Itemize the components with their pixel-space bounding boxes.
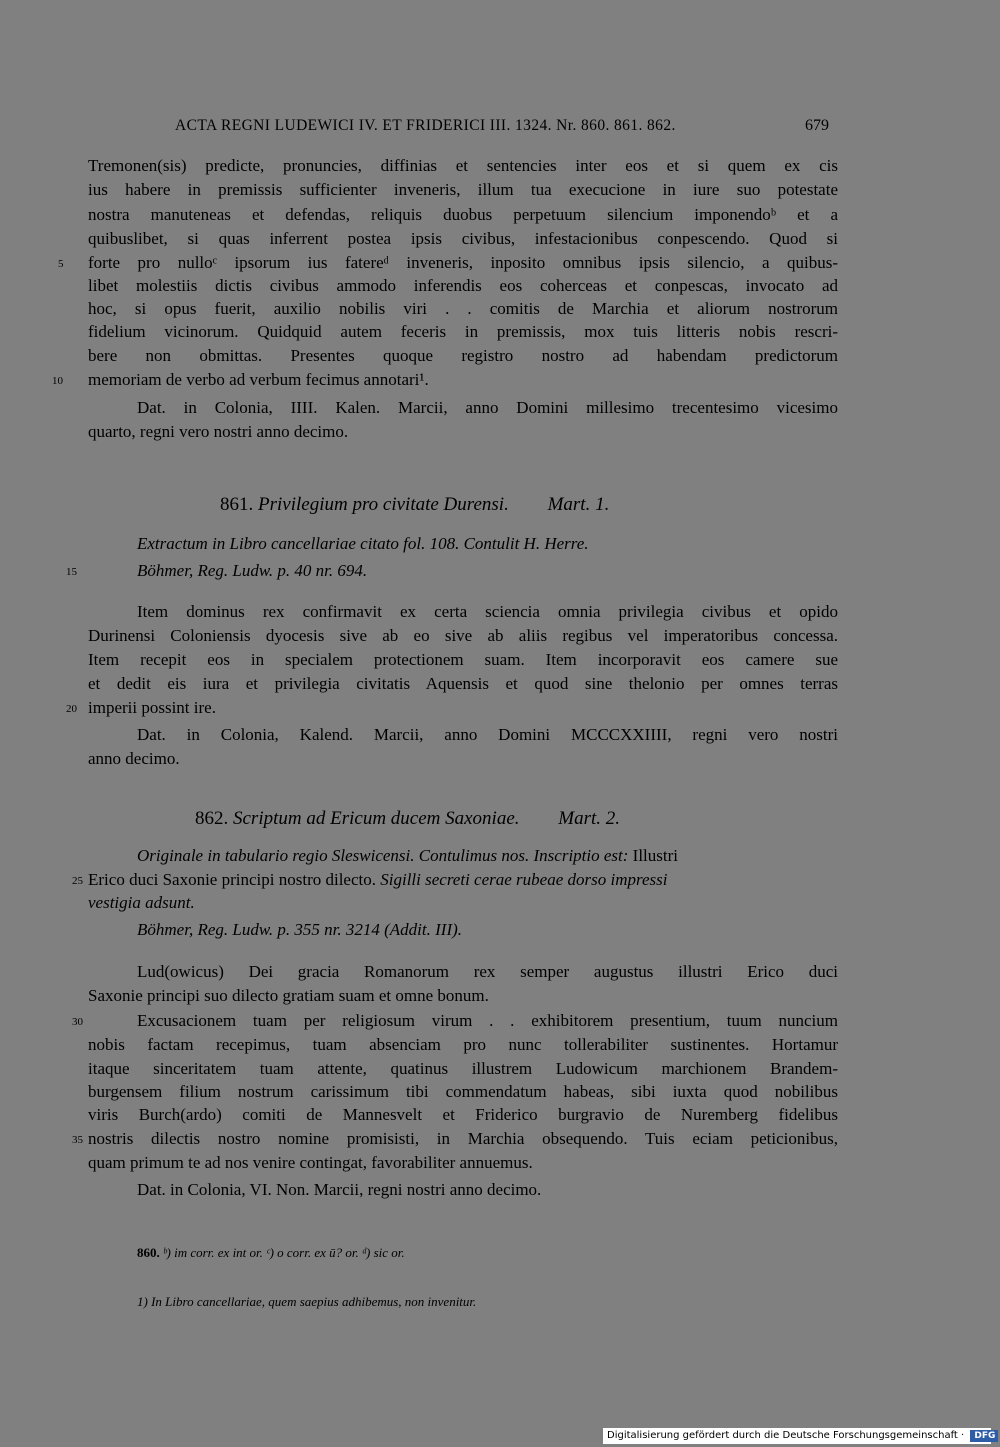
commentary-footnote: 1) In Libro cancellariae, quem saepius adhibemus, non invenitur. — [137, 1294, 477, 1309]
text-line: bere non obmittas. Presentes quoque registro nostro ad habendam predictorum — [88, 346, 838, 365]
regest-reference: Böhmer, Reg. Ludw. p. 40 nr. 694. — [137, 561, 368, 580]
line-number: 20 — [66, 703, 77, 715]
text-line: libet molestiis dictis civibus ammodo inferendis eos coherceas et conpescas, invocato ad — [88, 276, 838, 295]
text-line: quam primum te ad nos venire contingat, favorabiliter annuemus. — [88, 1153, 533, 1172]
text-line: quibuslibet, si quas inferrent postea ipsis civibus, infestacionibus conpescendo. Quod si — [88, 229, 838, 248]
page-number: 679 — [805, 117, 829, 134]
line-number: 35 — [72, 1134, 83, 1146]
apparatus-footnote: 860. ᵇ) im corr. ex int or. ᶜ) o corr. ex ū? or. ᵈ) sic or. — [137, 1245, 405, 1260]
text-line: viris Burch(ardo) comiti de Mannesvelt et Friderico burgravio de Nuremberg fidelibus — [88, 1105, 838, 1124]
text-line: Item dominus rex confirmavit ex certa sciencia omnia privilegia civibus et opido — [137, 602, 838, 621]
source-note: Originale in tabulario regio Sleswicensi. Contulimus nos. Inscriptio est: Illustri — [137, 846, 679, 865]
doc-title: Privilegium pro civitate Durensi. — [258, 494, 509, 515]
dating-clause: anno decimo. — [88, 749, 180, 768]
line-number: 30 — [72, 1016, 83, 1028]
doc-title: Scriptum ad Ericum ducem Saxoniae. — [233, 808, 520, 829]
dating-clause: Dat. in Colonia, IIII. Kalen. Marcii, anno Domini millesimo trecentesimo vicesimo — [137, 398, 838, 417]
line-number: 25 — [72, 875, 83, 887]
dating-clause: Dat. in Colonia, VI. Non. Marcii, regni nostri anno decimo. — [137, 1180, 542, 1199]
text-line: imperii possint ire. — [88, 698, 216, 717]
source-note: vestigia adsunt. — [88, 893, 195, 912]
source-note: Erico duci Saxonie principi nostro dilecto. Sigilli secreti cerae rubeae dorso impressi — [88, 870, 668, 889]
funding-footer — [603, 1428, 996, 1444]
text-line: fidelium vicinorum. Quidquid autem feceris in premissis, mox tuis litteris nobis rescri- — [88, 322, 838, 341]
source-note: Extractum in Libro cancellariae citato fol. 108. Contulit H. Herre. — [137, 534, 589, 553]
doc-number: 862. — [195, 808, 229, 829]
text-line: burgensem filium nostrum carissimum tibi commendatum habeas, sibi iuxta quod nobilibus — [88, 1082, 838, 1101]
text-line: ius habere in premissis sufficienter inveneris, illum tua execucione in iure suo potestate — [88, 180, 838, 199]
text-line: memoriam de verbo ad verbum fecimus annotari¹. — [88, 370, 429, 389]
doc-date: Mart. 2. — [558, 808, 621, 829]
intitulatio: Saxonie principi suo dilecto gratiam suam et omne bonum. — [88, 986, 489, 1005]
text-line: Excusacionem tuam per religiosum virum . . exhibitorem presentium, tuum nuncium — [137, 1011, 838, 1030]
text-line: et dedit eis iura et privilegia civitatis Aquensis et quod sine thelonio per omnes terras — [88, 674, 838, 693]
line-number: 15 — [66, 566, 77, 578]
running-title: ACTA REGNI LUDEWICI IV. ET FRIDERICI III. 1324. Nr. 860. 861. 862. — [175, 117, 676, 134]
intitulatio: Lud(owicus) Dei gracia Romanorum rex semper augustus illustri Erico duci — [137, 962, 838, 981]
text-line: Durinensi Coloniensis dyocesis sive ab eo sive ab aliis regibus vel imperatoribus concessa. — [88, 626, 838, 645]
text-line: Tremonen(sis) predicte, pronuncies, diffinias et sentencies inter eos et si quem ex cis — [88, 156, 838, 175]
text-line: nobis factam recepimus, tuam absenciam pro nunc tollerabiliter sustinentes. Hortamur — [88, 1035, 838, 1054]
doc-861-heading — [220, 494, 609, 516]
doc-date: Mart. 1. — [547, 494, 610, 515]
text-line: itaque sinceritatem tuam attente, quatinus illustrem Ludowicum marchionem Brandem- — [88, 1059, 838, 1078]
text-line: hoc, si opus fuerit, auxilio nobilis viri . . comitis de Marchia et aliorum nostrorum — [88, 299, 838, 318]
line-number: 5 — [58, 258, 64, 270]
line-number: 10 — [52, 375, 63, 387]
footer-text: Digitalisierung gefördert durch die Deutsche Forschungsgemeinschaft · — [607, 1430, 965, 1441]
dating-clause: Dat. in Colonia, Kalend. Marcii, anno Domini MCCCXXIIII, regni vero nostri — [137, 725, 838, 744]
doc-number: 861. — [220, 494, 254, 515]
text-line: forte pro nulloᶜ ipsorum ius fatereᵈ inveneris, inposito omnibus ipsis silencio, a quibus- — [88, 253, 838, 272]
dating-clause: quarto, regni vero nostri anno decimo. — [88, 422, 349, 441]
text-line: Item recepit eos in specialem protectionem suam. Item incorporavit eos camere sue — [88, 650, 838, 669]
dfg-logo: DFG — [970, 1430, 998, 1442]
text-line: nostris dilectis nostro nomine promisisti, in Marchia obsequendo. Tuis eciam peticionibus, — [88, 1129, 838, 1148]
doc-862-heading — [195, 808, 620, 830]
regest-reference: Böhmer, Reg. Ludw. p. 355 nr. 3214 (Addit. III). — [137, 920, 463, 939]
text-line: nostra manuteneas et defendas, reliquis duobus perpetuum silencium imponendoᵇ et a — [88, 205, 838, 224]
